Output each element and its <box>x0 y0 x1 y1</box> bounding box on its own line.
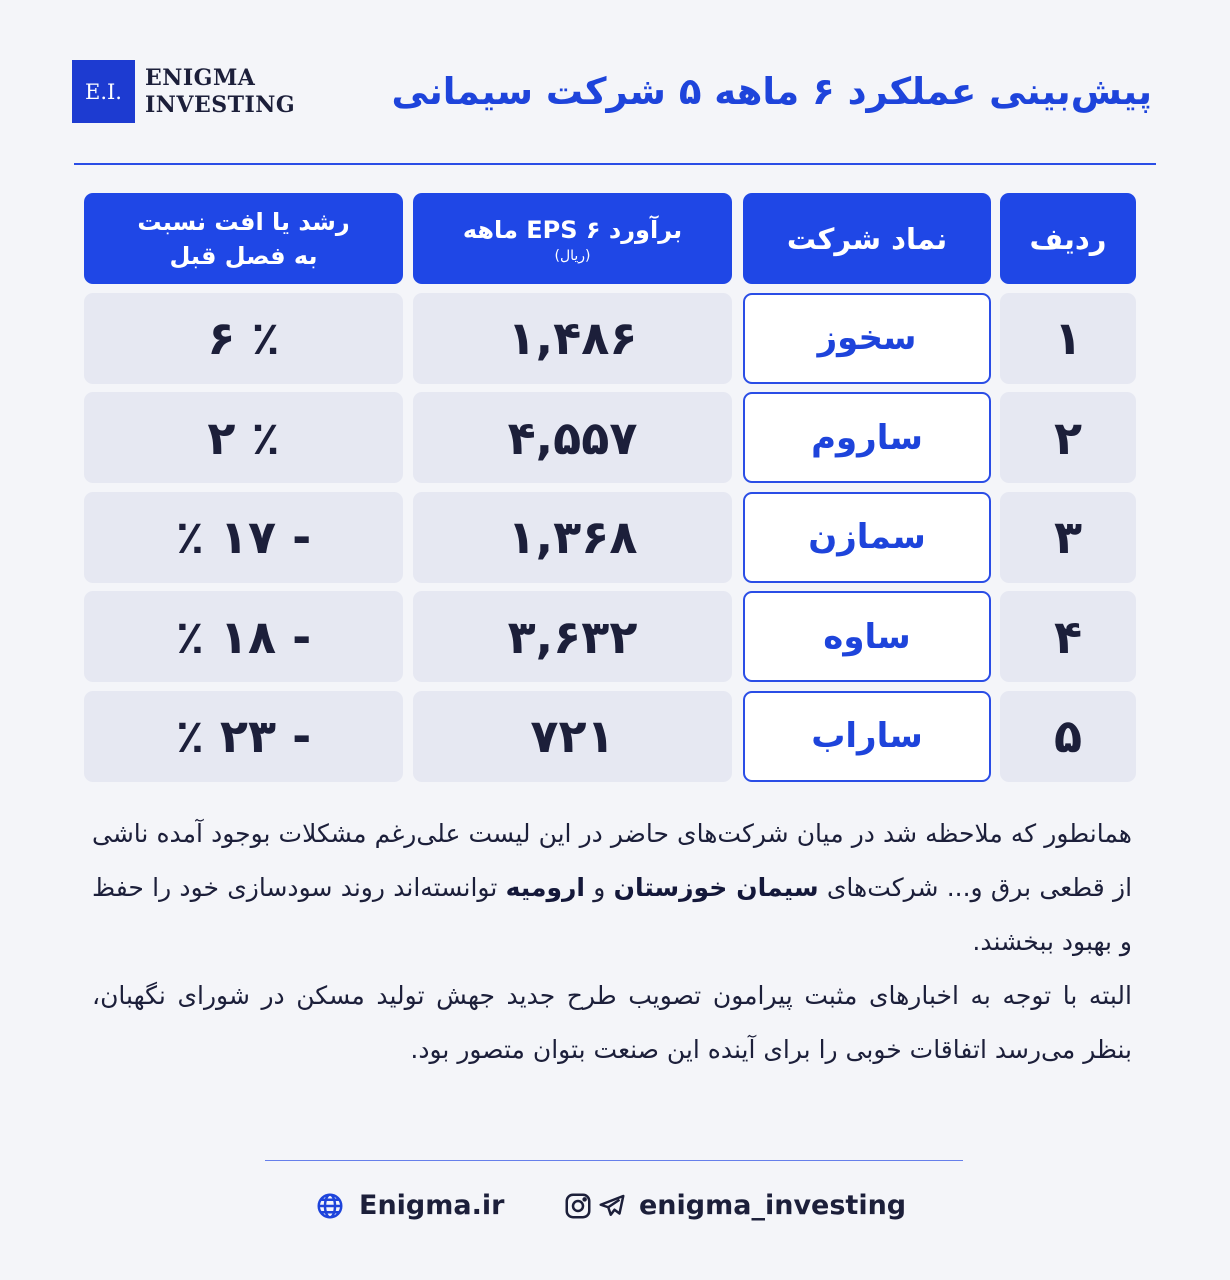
table-row <box>84 591 1136 682</box>
social-link[interactable] <box>563 1190 906 1221</box>
page-title: پیش‌بینی عملکرد ۶ ماهه ۵ شرکت سیمانی <box>391 70 1152 113</box>
analysis-paragraph <box>92 807 1132 1077</box>
header <box>72 56 1162 136</box>
telegram-icon <box>597 1191 627 1221</box>
highlight-khuzestan: سیمان خوزستان <box>613 873 819 902</box>
header-divider <box>74 163 1156 165</box>
header-eps-label: برآورد EPS ۶ ماهه <box>462 215 683 244</box>
row-growth: ٪ ۲ <box>84 392 403 483</box>
row-index: ۴ <box>1000 591 1136 682</box>
globe-icon <box>315 1191 345 1221</box>
paragraph-text: و <box>584 873 614 902</box>
row-eps: ۷۲۱ <box>413 691 732 782</box>
header-growth-line2: به فصل قبل <box>169 241 318 270</box>
row-growth: - ۱۸ ٪ <box>84 591 403 682</box>
row-growth: - ۱۷ ٪ <box>84 492 403 583</box>
logo-line1: ENIGMA <box>145 64 256 91</box>
logo-text <box>145 65 295 119</box>
row-eps: ۳,۶۳۲ <box>413 591 732 682</box>
table-row <box>84 492 1136 583</box>
row-index: ۱ <box>1000 293 1136 384</box>
row-index: ۲ <box>1000 392 1136 483</box>
instagram-icon <box>563 1191 593 1221</box>
logo-mark: E.I. <box>72 60 135 123</box>
row-symbol: سمازن <box>743 492 991 583</box>
website-text: Enigma.ir <box>359 1190 505 1221</box>
header-index: ردیف <box>1000 193 1136 284</box>
paragraph-text: همانطور که ملاحظه شد در میان شرکت‌های حاضر در این لیست علی‌رغم مشکلات بوجود آمده ناشی از قطعی برق و... شرکت‌های <box>92 819 1133 902</box>
brand-logo <box>72 60 295 123</box>
logo-line2: INVESTING <box>145 91 296 118</box>
table-row <box>84 691 1136 782</box>
row-growth: - ۲۳ ٪ <box>84 691 403 782</box>
footer-divider <box>265 1160 963 1161</box>
highlight-urmia: ارومیه <box>505 873 585 902</box>
header-growth <box>84 193 403 284</box>
row-eps: ۱,۳۶۸ <box>413 492 732 583</box>
table-row <box>84 392 1136 483</box>
row-growth: ٪ ۶ <box>84 293 403 384</box>
header-growth-line1: رشد یا افت نسبت <box>137 207 350 236</box>
row-eps: ۴,۵۵۷ <box>413 392 732 483</box>
website-link[interactable] <box>315 1190 504 1221</box>
table-header-row <box>84 193 1136 284</box>
row-index: ۳ <box>1000 492 1136 583</box>
forecast-table <box>84 193 1136 790</box>
social-text: enigma_investing <box>639 1190 907 1221</box>
row-eps: ۱,۴۸۶ <box>413 293 732 384</box>
row-symbol: سخوز <box>743 293 991 384</box>
paragraph-text: توانسته‌اند روند سودسازی خود را حفظ و بهبود ببخشند. <box>92 873 1132 956</box>
header-symbol: نماد شرکت <box>743 193 991 284</box>
header-eps <box>413 193 732 284</box>
header-eps-unit: (ریال) <box>554 247 591 264</box>
footer <box>0 1190 1230 1230</box>
row-symbol: ساوه <box>743 591 991 682</box>
paragraph-text: البته با توجه به اخبارهای مثبت پیرامون تصویب طرح جدید جهش تولید مسکن در شورای نگهبان، بنظر می‌رسد اتفاقات خوبی را برای آینده این صنعت بتوان متصور بود. <box>92 981 1132 1064</box>
row-symbol: ساراب <box>743 691 991 782</box>
row-symbol: ساروم <box>743 392 991 483</box>
row-index: ۵ <box>1000 691 1136 782</box>
table-row <box>84 293 1136 384</box>
